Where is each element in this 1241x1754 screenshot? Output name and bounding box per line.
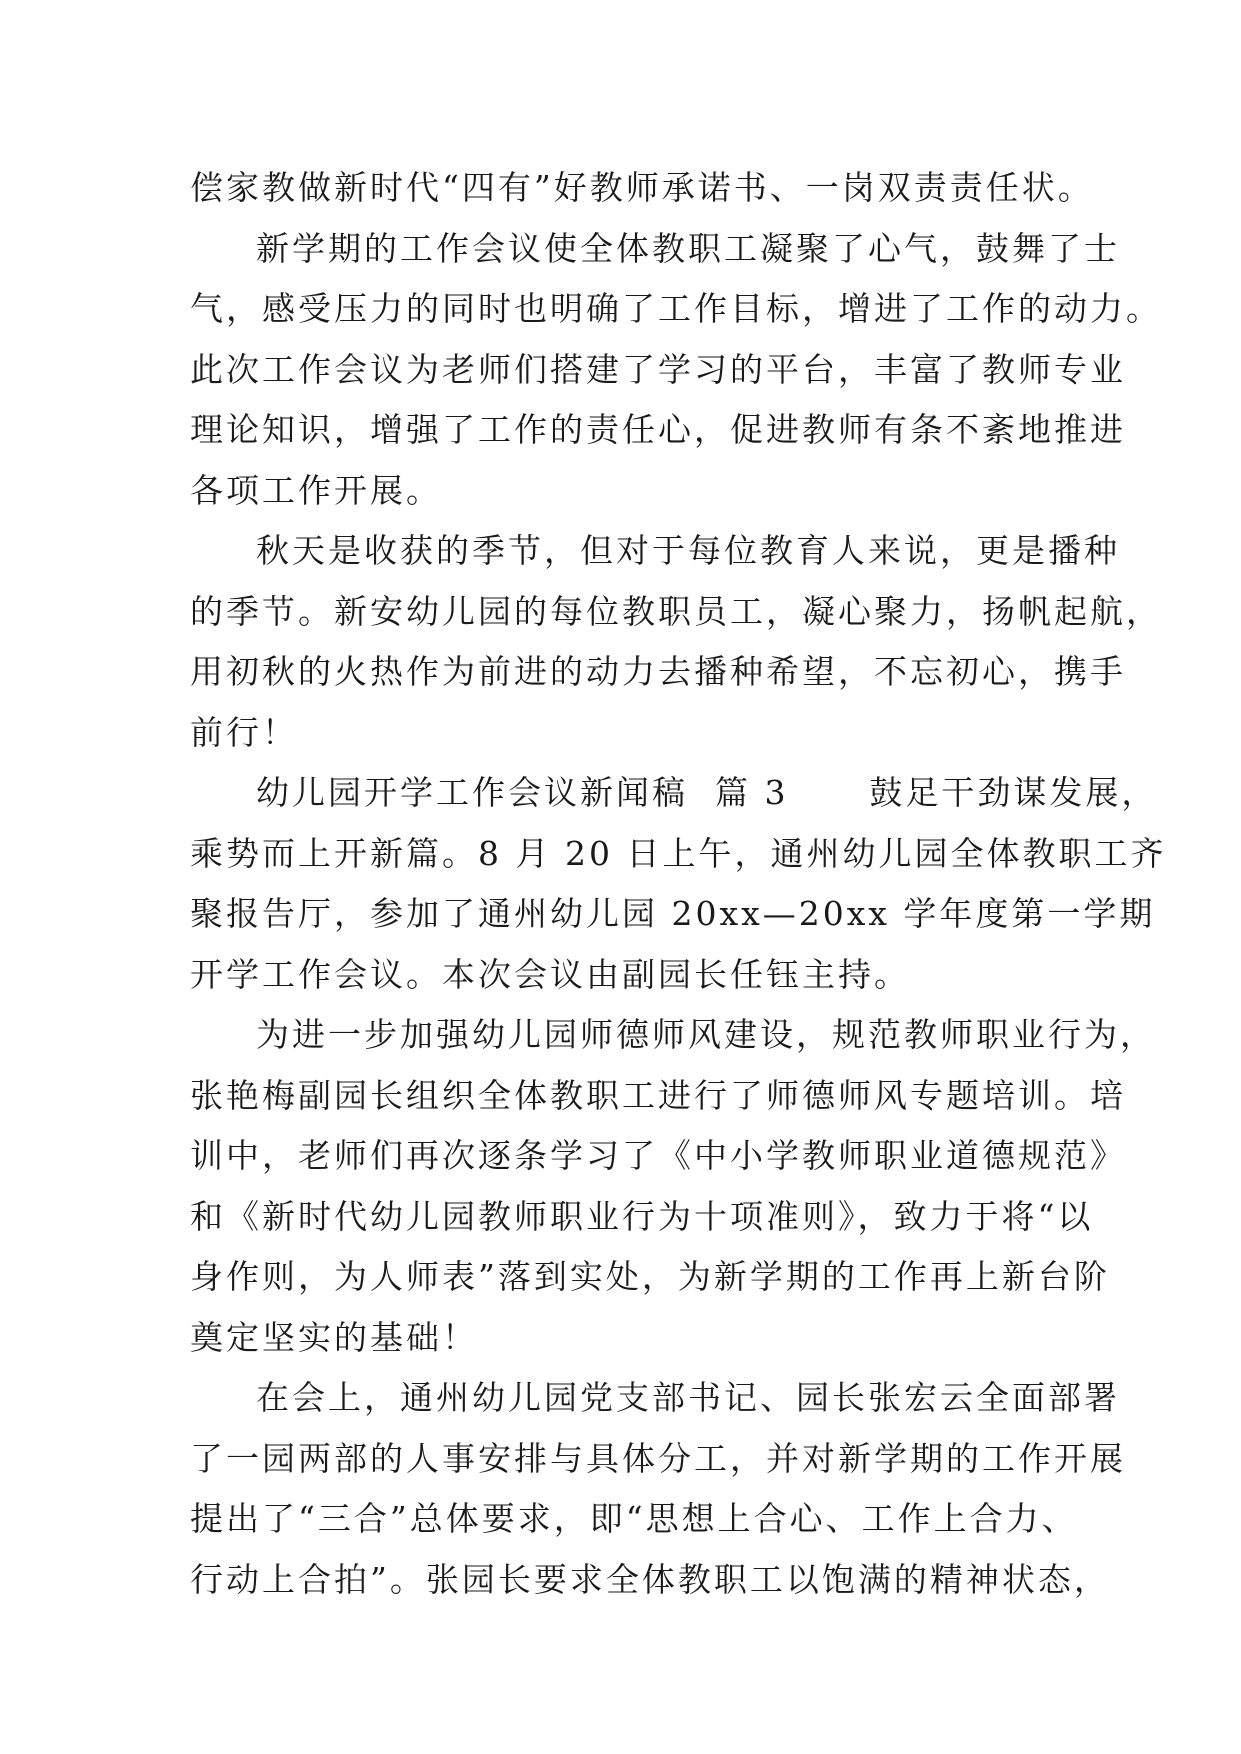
text-line: 前行！	[190, 712, 298, 752]
text-line: 气，感受压力的同时也明确了工作目标，增进了工作的动力。	[190, 289, 1162, 328]
section-heading-line: 幼儿园开学工作会议新闻稿 篇 3 鼓足干劲谋发展，	[256, 773, 1158, 812]
text-line: 开学工作会议。本次会议由副园长任钰主持。	[190, 954, 910, 994]
text-line: 用初秋的火热作为前进的动力去播种希望，不忘初心，携手	[190, 652, 1126, 691]
text-line: 训中，老师们再次逐条学习了《中小学教师职业道德规范》	[190, 1136, 1126, 1175]
text-line: 了一园两部的人事安排与具体分工，并对新学期的工作开展	[190, 1438, 1126, 1478]
text-line: 各项工作开展。	[190, 470, 442, 510]
text-line: 张艳梅副园长组织全体教职工进行了师德师风专题培训。培	[190, 1075, 1126, 1115]
paragraph-start-line: 在会上，通州幼儿园党支部书记、园长张宏云全面部署	[256, 1378, 1120, 1417]
text-line: 提出了“三合”总体要求，即“思想上合心、工作上合力、	[190, 1499, 1078, 1538]
text-line: 和《新时代幼儿园教师职业行为十项准则》，致力于将“以	[190, 1196, 1094, 1236]
paragraph-start-line: 为进一步加强幼儿园师德师风建设，规范教师职业行为，	[256, 1015, 1156, 1054]
text-line: 行动上合拍”。张园长要求全体教职工以饱满的精神状态，	[190, 1559, 1110, 1599]
text-line: 此次工作会议为老师们搭建了学习的平台，丰富了教师专业	[190, 349, 1126, 389]
text-line: 奠定坚实的基础！	[190, 1317, 478, 1357]
paragraph-start-line: 秋天是收获的季节，但对于每位教育人来说，更是播种	[256, 531, 1120, 570]
text-line: 身作则，为人师表”落到实处，为新学期的工作再上新台阶	[190, 1257, 1110, 1296]
text-line: 偿家教做新时代“四有”好教师承诺书、一岗双责责任状。	[190, 168, 1094, 207]
paragraph-start-line: 新学期的工作会议使全体教职工凝聚了心气，鼓舞了士	[256, 228, 1120, 268]
text-line: 理论知识，增强了工作的责任心，促进教师有条不紊地推进	[190, 410, 1126, 449]
text-line: 乘势而上开新篇。8 月 20 日上午，通州幼儿园全体教职工齐	[190, 833, 1167, 873]
text-line: 的季节。新安幼儿园的每位教职员工，凝心聚力，扬帆起航，	[190, 591, 1162, 631]
document-body	[190, 158, 1167, 1610]
text-line: 聚报告厅，参加了通州幼儿园 20xx—20xx 学年度第一学期	[190, 894, 1156, 933]
